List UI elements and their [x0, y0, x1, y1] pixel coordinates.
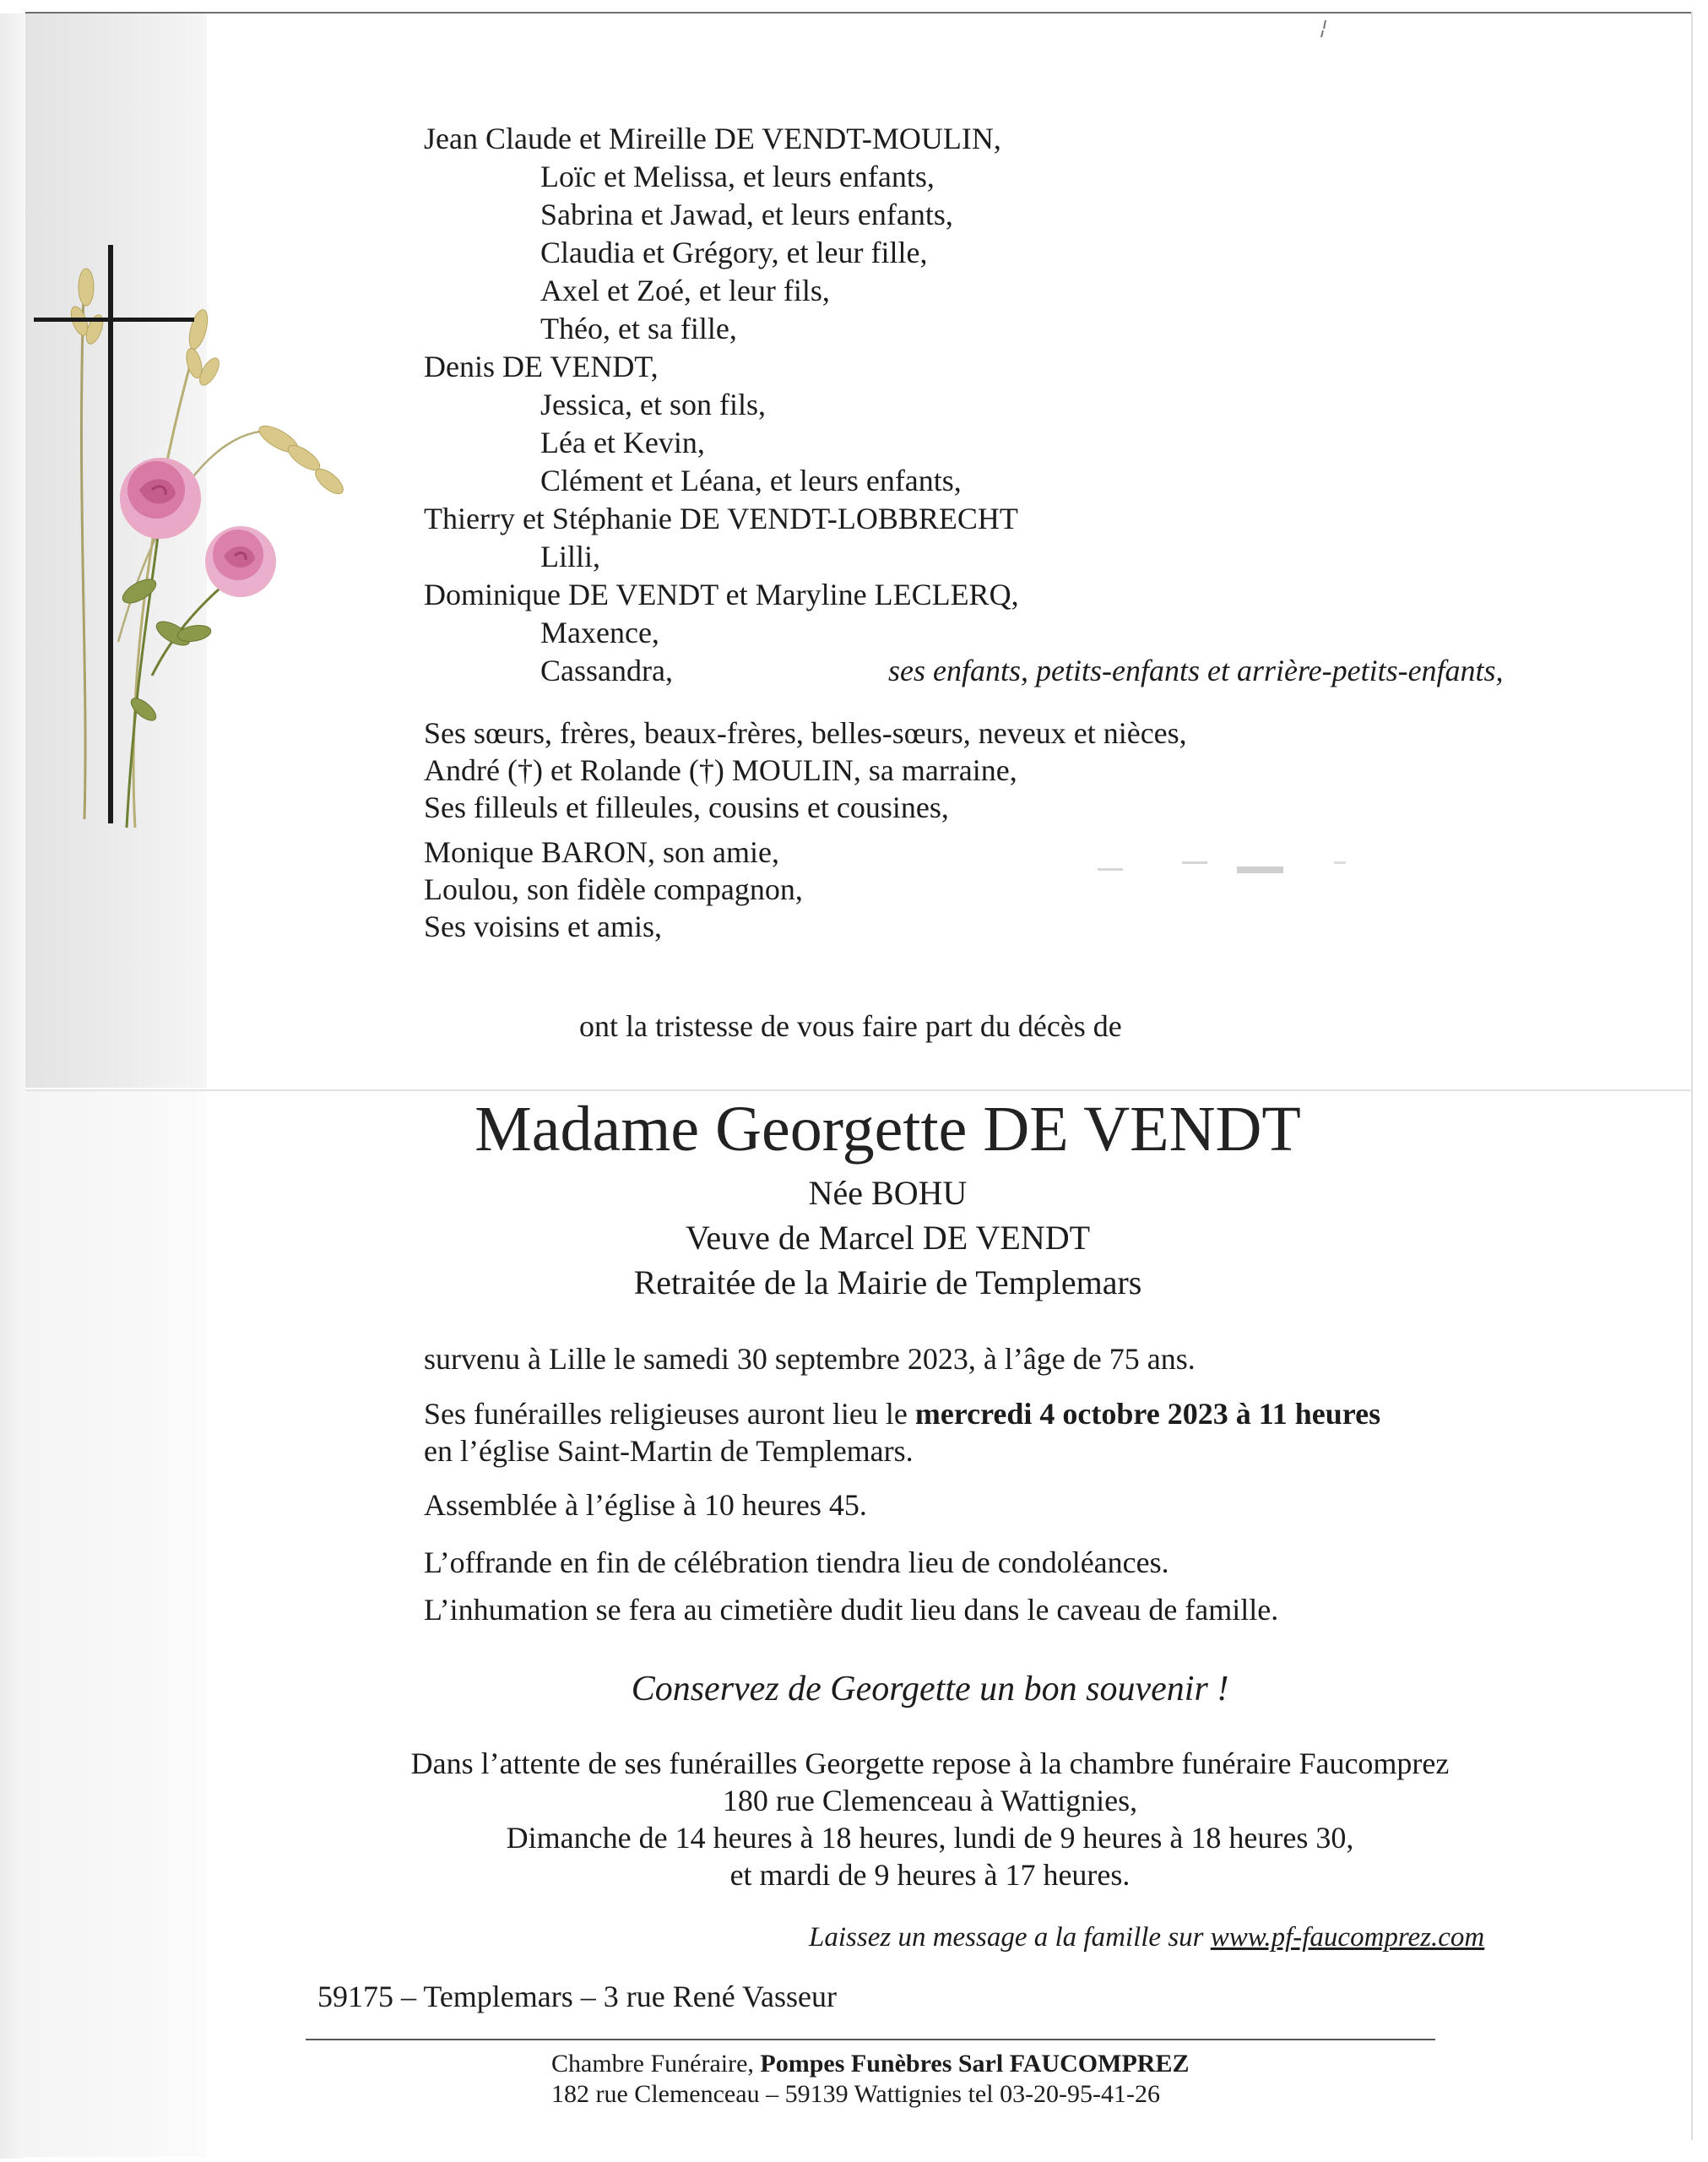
relatives-line: Ses voisins et amis, [424, 910, 663, 943]
family-line: Clément et Léana, et leurs enfants, [540, 464, 962, 497]
message-line [809, 1919, 1484, 1956]
family-line: Denis DE VENDT, [424, 350, 659, 383]
retired-from: Retraitée de la Mairie de Templemars [633, 1263, 1142, 1301]
visitation-line: Dans l’attente de ses funérailles Georgette repose à la chambre funéraire Faucomprez [410, 1746, 1450, 1780]
footer-prefix: Chambre Funéraire, [551, 2050, 761, 2078]
deceased-name: Madame Georgette DE VENDT [474, 1094, 1301, 1165]
visitation-line: 180 rue Clemenceau à Wattignies, [722, 1784, 1138, 1817]
relatives-line: Loulou, son fidèle compagnon, [424, 872, 803, 906]
widow-of: Veuve de Marcel DE VENDT [685, 1219, 1091, 1257]
message-prefix: Laissez un message a la famille sur [809, 1922, 1211, 1953]
visitation-line: et mardi de 9 heures à 17 heures. [729, 1858, 1131, 1892]
family-line: Dominique DE VENDT et Maryline LECLERQ, [424, 578, 1019, 611]
family-line: Cassandra, [540, 654, 673, 687]
family-line: Maxence, [540, 616, 659, 649]
footer-rule [306, 2039, 1435, 2040]
family-line: Jean Claude et Mireille DE VENDT-MOULIN, [424, 122, 1001, 155]
relatives-line: André (†) et Rolande (†) MOULIN, sa marraine, [424, 753, 1017, 787]
footer-contact: 182 rue Clemenceau – 59139 Wattignies tel 03-20-95-41-26 [551, 2080, 1161, 2108]
family-line: Claudia et Grégory, et leur fille, [540, 236, 928, 269]
scan-specks [1081, 845, 1385, 895]
family-line: Théo, et sa fille, [540, 312, 737, 345]
card-top-edge [25, 12, 1693, 14]
family-line: Léa et Kevin, [540, 426, 705, 459]
family-summary: ses enfants, petits-enfants et arrière-petits-enfants, [888, 654, 1504, 687]
visitation-line: Dimanche de 14 heures à 18 heures, lundi de 9 heures à 18 heures 30, [506, 1821, 1354, 1855]
funeral-info [424, 1395, 1380, 1432]
funeral-place: en l’église Saint-Martin de Templemars. [424, 1434, 914, 1468]
family-line: Loïc et Melissa, et leurs enfants, [540, 160, 935, 193]
family-line: Axel et Zoé, et leur fils, [540, 274, 830, 307]
relatives-line: Ses filleuls et filleules, cousins et cousines, [424, 790, 949, 824]
website-link[interactable]: www.pf-faucomprez.com [1210, 1922, 1485, 1953]
relatives-line: Ses sœurs, frères, beaux-frères, belles-sœurs, neveux et nièces, [424, 716, 1187, 750]
relatives-line: Monique BARON, son amie, [424, 835, 779, 869]
assembly-info: Assemblée à l’église à 10 heures 45. [424, 1488, 867, 1522]
burial-info: L’inhumation se fera au cimetière dudit lieu dans le caveau de famille. [424, 1593, 1279, 1627]
family-line: Sabrina et Jawad, et leurs enfants, [540, 198, 953, 231]
death-info: survenu à Lille le samedi 30 septembre 2023, à l’âge de 75 ans. [424, 1342, 1196, 1376]
funeral-home-name: Pompes Funèbres Sarl FAUCOMPREZ [760, 2050, 1190, 2078]
cross-roses-illustration [25, 236, 380, 845]
footer-line [551, 2049, 1189, 2079]
family-line: Lilli, [540, 540, 600, 573]
home-address: 59175 – Templemars – 3 rue René Vasseur [317, 1980, 838, 2013]
family-line: Jessica, et son fils, [540, 388, 766, 421]
left-scan-margin [0, 14, 25, 2159]
funeral-prefix: Ses funérailles religieuses auront lieu le [424, 1397, 915, 1431]
announcement: ont la tristesse de vous faire part du décès de [579, 1009, 1122, 1043]
pen-mark [1315, 19, 1332, 39]
offering-info: L’offrande en fin de célébration tiendra lieu de condoléances. [424, 1545, 1169, 1579]
funeral-date: mercredi 4 octobre 2023 à 11 heures [914, 1397, 1381, 1431]
family-line: Thierry et Stéphanie DE VENDT-LOBBRECHT [424, 502, 1018, 535]
memory-phrase: Conservez de Georgette un bon souvenir ! [631, 1670, 1229, 1708]
maiden-name: Née BOHU [808, 1174, 968, 1212]
